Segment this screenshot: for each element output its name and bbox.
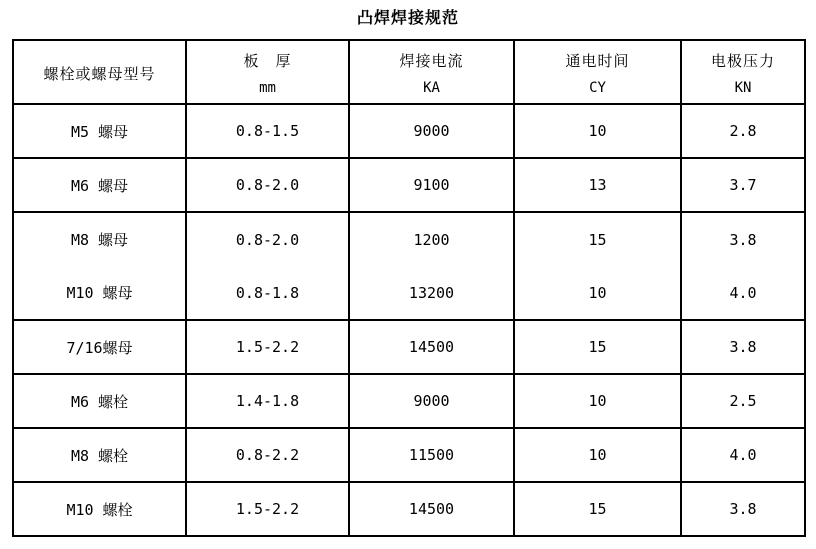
cell-model: M6 螺母 (13, 158, 186, 212)
cell-model: M10 螺母 (13, 266, 186, 320)
cell-time: 15 (514, 212, 681, 266)
cell-model: M6 螺栓 (13, 374, 186, 428)
cell-model: M10 螺栓 (13, 482, 186, 536)
cell-current: 9100 (349, 158, 514, 212)
cell-pressure: 3.8 (681, 320, 805, 374)
col-header-current (349, 40, 514, 104)
cell-current: 11500 (349, 428, 514, 482)
cell-pressure: 2.5 (681, 374, 805, 428)
col-header-thickness (186, 40, 349, 104)
cell-time: 13 (514, 158, 681, 212)
page-title: 凸焊焊接规范 (356, 8, 459, 27)
col-header-pressure-label: 电极压力 (710, 52, 775, 70)
col-header-model-label: 螺栓或螺母型号 (43, 64, 156, 83)
table-row (13, 482, 805, 536)
col-header-model (13, 40, 186, 104)
cell-model: M5 螺母 (13, 104, 186, 158)
cell-pressure: 3.7 (681, 158, 805, 212)
cell-current: 9000 (349, 374, 514, 428)
cell-current: 1200 (349, 212, 514, 266)
cell-time: 15 (514, 320, 681, 374)
cell-pressure: 3.8 (681, 212, 805, 266)
col-header-thickness-label: 板 厚 (243, 52, 292, 70)
cell-current: 9000 (349, 104, 514, 158)
col-header-pressure-unit: KN (734, 80, 752, 96)
table-row (13, 320, 805, 374)
col-header-time-label: 通电时间 (565, 52, 630, 70)
cell-model: 7/16螺母 (13, 320, 186, 374)
col-header-thickness-unit: mm (259, 80, 276, 96)
cell-thickness: 0.8-2.0 (186, 158, 349, 212)
table-row (13, 158, 805, 212)
cell-thickness: 1.5-2.2 (186, 320, 349, 374)
table-row (13, 266, 805, 320)
cell-model: M8 螺栓 (13, 428, 186, 482)
cell-thickness: 0.8-1.8 (186, 266, 349, 320)
col-header-current-unit: KA (423, 80, 440, 96)
col-header-time-unit: CY (589, 80, 606, 96)
cell-current: 14500 (349, 482, 514, 536)
cell-pressure: 3.8 (681, 482, 805, 536)
cell-thickness: 0.8-1.5 (186, 104, 349, 158)
cell-thickness: 1.4-1.8 (186, 374, 349, 428)
cell-time: 10 (514, 104, 681, 158)
cell-current: 13200 (349, 266, 514, 320)
welding-spec-table (12, 39, 806, 537)
table-row (13, 212, 805, 266)
table-row (13, 428, 805, 482)
cell-pressure: 4.0 (681, 428, 805, 482)
cell-time: 10 (514, 266, 681, 320)
col-header-current-label: 焊接电流 (399, 52, 464, 70)
cell-time: 10 (514, 374, 681, 428)
cell-thickness: 0.8-2.0 (186, 212, 349, 266)
table-row (13, 374, 805, 428)
cell-thickness: 1.5-2.2 (186, 482, 349, 536)
col-header-pressure (681, 40, 805, 104)
cell-current: 14500 (349, 320, 514, 374)
cell-time: 10 (514, 428, 681, 482)
cell-pressure: 4.0 (681, 266, 805, 320)
table-row (13, 104, 805, 158)
col-header-time (514, 40, 681, 104)
cell-time: 15 (514, 482, 681, 536)
cell-thickness: 0.8-2.2 (186, 428, 349, 482)
header-row (13, 40, 805, 104)
cell-pressure: 2.8 (681, 104, 805, 158)
cell-model: M8 螺母 (13, 212, 186, 266)
